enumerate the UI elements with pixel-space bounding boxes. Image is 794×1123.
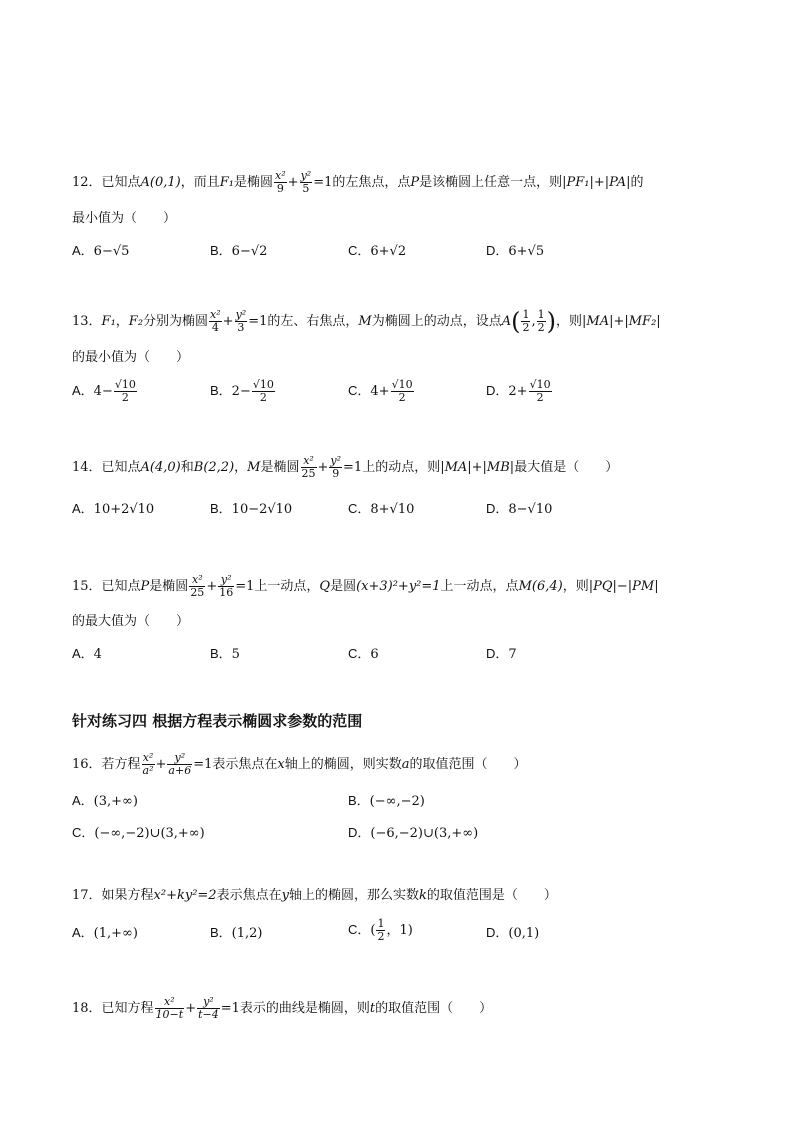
option-label: C． <box>348 922 371 937</box>
option-label: D． <box>486 925 509 940</box>
q14-expression: |MA|+|MB| <box>440 460 515 475</box>
frac-num: √10 <box>252 378 274 391</box>
frac-num: x² <box>155 996 185 1009</box>
frac-num: 1 <box>377 917 385 930</box>
q14-point-a: A(4,0) <box>140 460 181 475</box>
q12-text: 是该椭圆上任意一点，则 <box>419 175 563 190</box>
option-text: 8−√10 <box>508 502 553 517</box>
q15-text: =1上一动点， <box>235 579 320 594</box>
q14-text: 是椭圆 <box>260 460 300 475</box>
option-frac <box>114 379 137 404</box>
q12-frac-x <box>274 170 287 195</box>
question-15-options <box>72 643 732 665</box>
q14-frac-x <box>301 455 317 480</box>
q14-frac-y <box>329 455 342 480</box>
question-12-stem: 12．已知点A(0,1)，而且F₁是椭圆 $\frac{\text{x²}}{9}$ + $\frac{\text{y²}}{5}$ =1的左焦点，点P是该椭圆上任意一点，则|PF₁|+|PA|的 <box>72 169 644 195</box>
option-d[interactable] <box>348 822 478 841</box>
q17-var-k: k <box>418 888 427 903</box>
q18-frac-x <box>155 996 185 1021</box>
option-text: 6 <box>370 647 379 662</box>
q12-number: 12．已知点 <box>72 175 141 190</box>
q18-var-t: t <box>369 1001 376 1016</box>
q13-text: =1的左、右焦点， <box>248 314 359 329</box>
option-text: (3,+∞) <box>93 794 138 809</box>
q15-point-q: Q <box>319 579 331 594</box>
question-14-stem: 14．已知点A(4,0)和B(2,2)，M是椭圆 $\frac{\text{x²}}{25}$ + $\frac{\text{y²}}{9}$ =1上的动点，则|MA|+|MB|最大值是（ ） <box>72 454 619 480</box>
frac-num: x² <box>142 751 154 764</box>
q12-text: ，而且 <box>180 175 220 190</box>
option-c[interactable] <box>348 643 379 662</box>
option-label: B． <box>210 925 232 940</box>
question-12-options <box>72 240 732 262</box>
q15-text: ，则 <box>562 579 589 594</box>
q18-number: 18．已知方程 <box>72 1001 154 1016</box>
option-label: D． <box>486 243 509 258</box>
frac-num: y² <box>197 996 220 1009</box>
frac-num: x² <box>301 455 317 468</box>
q13-text: 分别为椭圆 <box>143 314 209 329</box>
option-text: 6+√2 <box>370 244 407 259</box>
option-d[interactable] <box>486 922 539 941</box>
option-frac <box>252 379 275 404</box>
q12-frac-y <box>300 170 313 195</box>
frac-num: √10 <box>391 378 413 391</box>
q15-frac-y <box>218 574 234 599</box>
option-d[interactable] <box>486 240 544 259</box>
frac-num: y² <box>235 308 247 321</box>
frac-den: 2 <box>522 321 530 334</box>
option-b[interactable] <box>210 379 276 404</box>
option-label: A． <box>72 383 94 398</box>
frac-den: 2 <box>398 391 406 404</box>
q13-text: ，则 <box>555 314 582 329</box>
option-label: C． <box>348 383 371 398</box>
option-frac <box>391 379 414 404</box>
option-text: 8+√10 <box>370 502 415 517</box>
frac-den: t−4 <box>198 1008 219 1021</box>
option-text: 4 <box>93 647 102 662</box>
frac-den: 2 <box>536 391 544 404</box>
q15-frac-x <box>189 574 205 599</box>
q17-text: 轴上的椭圆，那么实数 <box>288 888 419 903</box>
frac-num: 1 <box>537 308 545 321</box>
option-pre: 2+ <box>508 384 528 399</box>
option-c[interactable] <box>72 822 205 841</box>
frac-den: 9 <box>332 467 340 480</box>
q12-text: 的 <box>630 175 644 190</box>
option-a[interactable] <box>72 498 154 517</box>
q18-text: 的取值范围（ ） <box>375 1001 493 1016</box>
option-text: (1,2) <box>231 926 263 941</box>
option-pre: ( <box>370 923 376 938</box>
q12-point: A(0,1) <box>140 175 181 190</box>
frac-den: 25 <box>190 586 205 599</box>
question-15-line2: 的最大值为（ ） <box>72 614 190 629</box>
option-pre: 2− <box>231 384 251 399</box>
option-c[interactable] <box>348 498 414 517</box>
option-a[interactable] <box>72 379 138 404</box>
option-b[interactable] <box>210 240 267 259</box>
frac-den: 10−t <box>155 1008 184 1021</box>
q15-expression: |PQ|−|PM| <box>588 579 659 594</box>
frac-num: 1 <box>522 308 530 321</box>
frac-den: 2 <box>259 391 267 404</box>
frac-den: 2 <box>537 321 545 334</box>
q15-point-m: M(6,4) <box>518 579 563 594</box>
q15-text: 是椭圆 <box>149 579 189 594</box>
option-label: A． <box>72 243 94 258</box>
q18-frac-y <box>197 996 220 1021</box>
frac-num: y² <box>167 752 192 765</box>
frac-den: a+6 <box>168 764 192 777</box>
option-label: B． <box>348 793 370 808</box>
frac-num: x² <box>189 574 205 587</box>
frac-den: 2 <box>377 930 385 943</box>
q17-text: 的取值范围是（ ） <box>426 888 557 903</box>
q13-point-a: A <box>501 314 512 329</box>
option-label: D． <box>486 646 509 661</box>
option-text: (−∞,−2) <box>369 794 425 809</box>
option-label: B． <box>210 243 232 258</box>
question-12-line2: 最小值为（ ） <box>72 211 177 226</box>
option-b[interactable] <box>210 498 292 517</box>
question-17-stem <box>72 884 557 903</box>
q16-frac-x <box>142 752 155 777</box>
frac-den: 5 <box>302 182 310 195</box>
q16-number: 16．若方程 <box>72 757 141 772</box>
q13-frac-half-1 <box>521 309 530 334</box>
option-label: A． <box>72 501 94 516</box>
option-label: C． <box>348 501 371 516</box>
option-label: D． <box>486 383 509 398</box>
option-text: 10−2√10 <box>231 502 293 517</box>
q14-text: 最大值是（ ） <box>514 460 619 475</box>
option-text: 6+√5 <box>508 244 545 259</box>
q16-var-x: x <box>277 757 285 772</box>
frac-den: 9 <box>276 182 284 195</box>
option-label: A． <box>72 646 94 661</box>
q13-expression: |MA|+|MF₂| <box>582 314 661 329</box>
option-text: 6−√5 <box>93 244 130 259</box>
option-a[interactable] <box>72 790 138 809</box>
option-label: D． <box>348 825 371 840</box>
q17-number: 17．如果方程 <box>72 888 154 903</box>
option-b[interactable] <box>348 790 425 809</box>
frac-den: a² <box>142 764 154 777</box>
frac-num: √10 <box>529 378 551 391</box>
option-pre: 4+ <box>370 384 390 399</box>
frac-num: x² <box>275 169 286 182</box>
q16-var-a: a <box>401 757 410 772</box>
frac-den: 16 <box>219 586 234 599</box>
option-label: C． <box>348 243 371 258</box>
option-a[interactable] <box>72 240 129 259</box>
q15-number: 15．已知点 <box>72 579 141 594</box>
q13-focus-1: F₁ <box>101 314 116 329</box>
q12-focus: F₁ <box>219 175 235 190</box>
option-d[interactable] <box>486 498 552 517</box>
option-text: 5 <box>231 647 240 662</box>
frac-den: 25 <box>301 467 316 480</box>
q14-point-m: M <box>247 460 261 475</box>
q16-frac-y <box>167 752 192 777</box>
option-label: A． <box>72 925 94 940</box>
option-text: 6−√2 <box>231 244 268 259</box>
q13-number: 13． <box>72 314 102 329</box>
option-b[interactable] <box>210 922 263 941</box>
frac-num: y² <box>300 169 312 182</box>
question-14-options <box>72 498 732 520</box>
left-paren: ( <box>511 307 521 336</box>
q13-frac-x <box>209 309 222 334</box>
frac-num: √10 <box>114 378 136 391</box>
option-a[interactable] <box>72 922 138 941</box>
q16-text: =1表示焦点在 <box>193 757 278 772</box>
option-frac <box>376 918 385 943</box>
question-17-options <box>72 917 732 944</box>
q13-text: 为椭圆上的动点，设点 <box>371 314 502 329</box>
q14-point-b: B(2,2) <box>193 460 235 475</box>
q12-point-p: P <box>410 175 420 190</box>
option-label: B． <box>210 383 232 398</box>
option-label: B． <box>210 501 232 516</box>
q12-expression: |PF₁|+|PA| <box>562 175 631 190</box>
question-16-options-row-1 <box>72 790 732 812</box>
option-text: (0,1) <box>508 926 540 941</box>
q14-text: =1上的动点，则 <box>343 460 441 475</box>
option-text: (1,+∞) <box>93 926 138 941</box>
q16-text: 的取值范围（ ） <box>409 757 527 772</box>
frac-num: y² <box>218 574 234 587</box>
q16-text: 轴上的椭圆，则实数 <box>284 757 402 772</box>
q12-text: 是椭圆 <box>234 175 274 190</box>
q13-text: ， <box>115 314 129 329</box>
option-c[interactable] <box>348 379 415 404</box>
question-13-options <box>72 378 732 404</box>
frac-den: 3 <box>237 321 245 334</box>
q15-circle-equation: (x+3)²+y²=1 <box>356 579 441 594</box>
option-c[interactable] <box>348 918 413 943</box>
q13-frac-y <box>235 309 248 334</box>
option-label: D． <box>486 501 509 516</box>
question-18-stem: 18．已知方程 $\frac{\text{x²}}{10-t}$ + $\frac{\text{y²}}{t-4}$ =1表示的曲线是椭圆，则t的取值范围（ ） <box>72 995 493 1021</box>
q15-text: 上一动点，点 <box>440 579 519 594</box>
option-c[interactable] <box>348 240 406 259</box>
q13-point-m: M <box>358 314 372 329</box>
frac-den: 4 <box>211 321 219 334</box>
q12-text: =1的左焦点，点 <box>313 175 411 190</box>
option-pre: 4− <box>93 384 113 399</box>
right-paren: ) <box>546 307 556 336</box>
q13-focus-2: F₂ <box>128 314 144 329</box>
frac-num: y² <box>330 454 342 467</box>
option-text: 7 <box>508 647 517 662</box>
q17-var-y: y <box>281 888 289 903</box>
option-text: (−∞,−2)∪(3,+∞) <box>94 826 205 841</box>
option-text: (−6,−2)∪(3,+∞) <box>370 826 479 841</box>
option-label: C． <box>72 825 95 840</box>
option-text: 10+2√10 <box>93 502 155 517</box>
option-frac <box>529 379 552 404</box>
q14-text: ， <box>234 460 248 475</box>
option-label: B． <box>210 646 232 661</box>
q13-frac-half-2 <box>537 309 546 334</box>
q15-point-p: P <box>140 579 150 594</box>
option-d[interactable] <box>486 643 517 662</box>
question-15-stem: 15．已知点P是椭圆 $\frac{\text{x²}}{25}$ + $\frac{\text{y²}}{16}$ =1上一动点，Q是圆(x+3)²+y²=1上一动点，点M(6,4)，则|PQ|−|PM| <box>72 573 659 599</box>
q14-number: 14．已知点 <box>72 460 141 475</box>
frac-den: 2 <box>121 391 129 404</box>
q14-text: 和 <box>180 460 194 475</box>
option-d[interactable] <box>486 379 553 404</box>
option-post: ，1) <box>386 923 413 938</box>
option-label: A． <box>72 793 94 808</box>
q17-equation: x²+ky²=2 <box>153 888 217 903</box>
q15-text: 是圆 <box>330 579 357 594</box>
question-13-line2: 的最小值为（ ） <box>72 350 190 365</box>
section-heading: 针对练习四 根据方程表示椭圆求参数的范围 <box>72 712 363 730</box>
option-a[interactable] <box>72 643 102 662</box>
question-16-options-row-2 <box>72 822 732 844</box>
frac-num: x² <box>210 308 221 321</box>
q18-text: =1表示的曲线是椭圆，则 <box>220 1001 370 1016</box>
q17-text: 表示焦点在 <box>216 888 282 903</box>
option-b[interactable] <box>210 643 240 662</box>
question-16-stem: 16．若方程 $\frac{\text{x²}}{\text{a²}}$ + $\frac{\text{y²}}{a+6}$ =1表示焦点在x轴上的椭圆，则实数a的取值范围（ ） <box>72 751 527 777</box>
question-13-stem: 13．F₁，F₂分别为椭圆 $\frac{\text{x²}}{4}$ + $\frac{\text{y²}}{3}$ =1的左、右焦点，M为椭圆上的动点，设点A( $\frac{1}{2}$ , $\frac{1}{2}$ )，则|MA|+|MF₂| <box>72 307 661 336</box>
option-label: C． <box>348 646 371 661</box>
